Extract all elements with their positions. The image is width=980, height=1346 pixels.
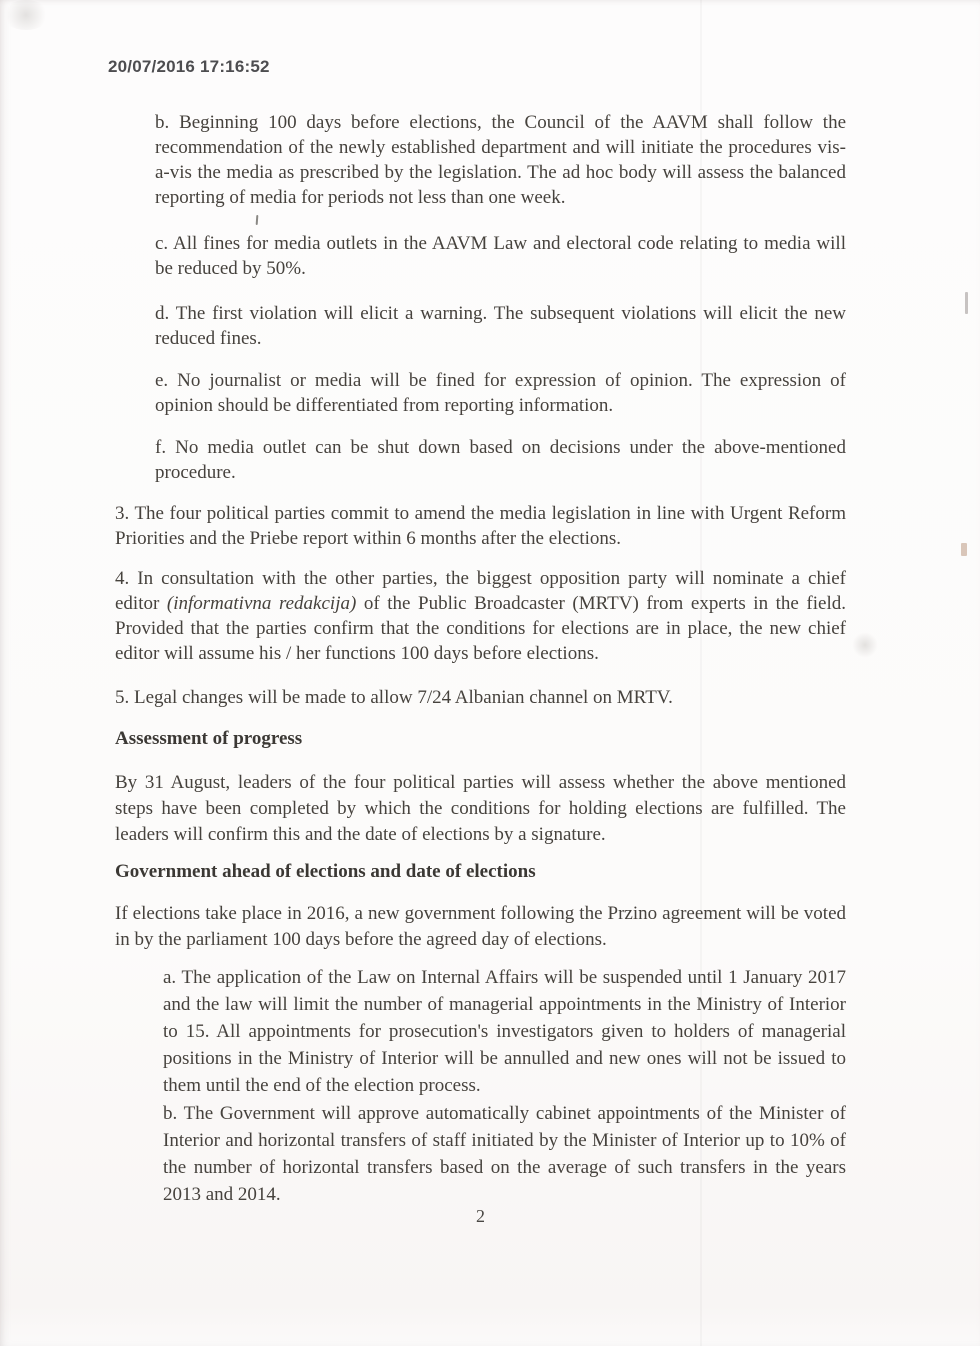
paragraph-government-intro: If elections take place in 2016, a new government following the Przino agreement will be voted in by the parliament 100 days before the agreed day of elections. [115,903,846,950]
paragraph-media-d: d. The first violation will elicit a warning. The subsequent violations will elicit the new reduced fines. [155,303,846,349]
timestamp: 20/07/2016 17:16:52 [108,57,270,76]
scan-edge-mark-1 [965,292,968,314]
scan-smudge-top-left [2,0,50,30]
paragraph-assessment: By 31 August, leaders of the four political parties will assess whether the above mentioned steps have been completed by which the conditions for holding elections are fulfilled. The leaders will confirm this and the date of elections by a signature. [115,772,846,845]
clause-4-italic-term: (informativna redakcija) [166,593,357,614]
paragraph-media-b: b. Beginning 100 days before elections, the Council of the AAVM shall follow the recommendation of the newly established department and will initiate the procedures vis-a-vis the media as prescribed by the legislation. The ad hoc body will assess the balanced reporting of media for periods not less than one week. [155,112,846,208]
clause-4-text: 4. In consultation with the other parties, the biggest opposition party will nominate a chief editor [115,568,846,614]
paragraph-clause-5: 5. Legal changes will be made to allow 7/24 Albanian channel on MRTV. [115,687,673,708]
heading-assessment-of-progress: Assessment of progress [115,728,303,749]
paragraph-government-b: b. The Government will approve automatically cabinet appointments of the Minister of Interior and horizontal transfers of staff initiated by the Minister of Interior up to 10% of the number of horizontal transfers based on the average of such transfers in the years 2013 and 2014. [163,1103,846,1205]
clause-4-text-after: of the Public Broadcaster (MRTV) from experts in the field. Provided that the parties confirm that the conditions for elections are in place, the new chief editor will assume his / her functions 100 days before elections. [115,593,846,664]
paragraph-media-c: c. All fines for media outlets in the AAVM Law and electoral code relating to media will be reduced by 50%. [155,233,846,279]
scan-edge-mark-2 [961,543,967,556]
paragraph-clause-4 [115,566,846,666]
heading-government-ahead: Government ahead of elections and date of elections [115,861,536,882]
scan-stray-tick [256,215,259,225]
page-number: 2 [476,1206,485,1226]
paragraph-clause-3: 3. The four political parties commit to amend the media legislation in line with Urgent Reform Priorities and the Priebe report within 6 months after the elections. [115,503,846,549]
paragraph-media-e: e. No journalist or media will be fined for expression of opinion. The expression of opinion should be differentiated from reporting information. [155,370,846,416]
paragraph-government-a: a. The application of the Law on Internal Affairs will be suspended until 1 January 2017 and the law will limit the number of managerial appointments in the Ministry of Interior to 15. All appointments for prosecution's investigators given to holders of managerial positions in the Ministry of Interior will be annulled and new ones will not be issued to them until the end of the election process. [163,967,846,1096]
scan-smudge-right [852,632,878,658]
paragraph-media-f: f. No media outlet can be shut down based on decisions under the above-mentioned procedure. [155,437,846,483]
